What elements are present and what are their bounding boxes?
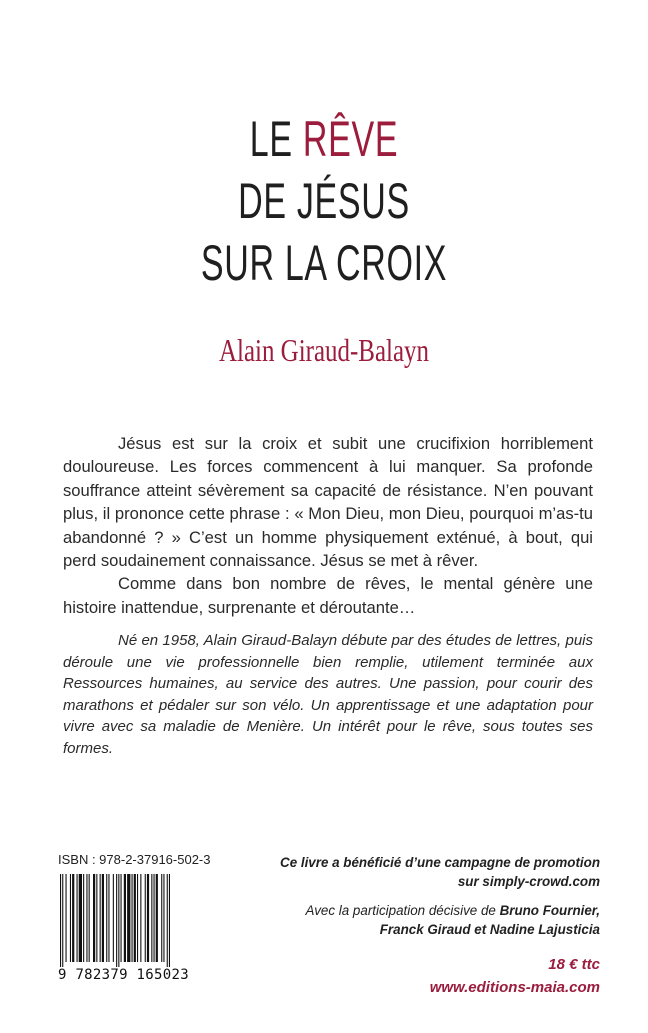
title-prefix: LE: [249, 111, 303, 167]
barcode-bar: [116, 874, 117, 969]
barcode-bar: [72, 874, 74, 962]
partners-intro: Avec la participation décisive de: [305, 903, 500, 918]
price: 18 € ttc: [548, 956, 600, 973]
barcode-bar: [93, 874, 95, 962]
barcode-bar: [167, 874, 168, 969]
barcode-bar: [147, 874, 149, 962]
partners-names-2: Franck Giraud et Nadine Lajusticia: [379, 922, 600, 937]
barcode-bar: [156, 874, 158, 962]
barcode-bar: [106, 874, 107, 962]
title-accent-word: RÊVE: [302, 111, 399, 167]
barcode-bar: [96, 874, 97, 962]
barcode-bar: [169, 874, 170, 969]
barcode-digits: 9 782379 165023: [58, 967, 198, 983]
barcode-bars: [58, 874, 196, 969]
synopsis-paragraph-2: Comme dans bon nombre de rêves, le mental génère une histoire inattendue, surprenante et déroutante…: [63, 574, 593, 617]
barcode-bar: [70, 874, 71, 962]
promo-line-1: Ce livre a bénéficié d’une campagne de promotion: [280, 855, 600, 870]
barcode-bar: [83, 874, 84, 962]
barcode-bar: [163, 874, 164, 962]
barcode-bar: [100, 874, 101, 962]
barcode-bar: [134, 874, 136, 962]
author-name: Alain Giraud-Balayn: [218, 332, 430, 368]
barcode-bar: [86, 874, 87, 962]
title-line-2: DE JÉSUS: [238, 173, 410, 229]
barcode-bar: [79, 874, 82, 962]
barcode-bar: [154, 874, 155, 962]
barcode-bar: [62, 874, 63, 969]
barcode-bar: [113, 874, 114, 962]
synopsis-paragraph-1: Jésus est sur la croix et subit une crucifixion horriblement douloureuse. Les forces commencent à lui manquer. Sa profonde souffrance atteint sévèrement sa capacité de résistance. N’en pouvant plus, il prononce cette phrase : « Mon Dieu, mon Dieu, pourquoi m’as-tu abandonné ? » C’est un homme physiquement exténué, à bout, qui perd soudainement connaissance. Jésus se met à rêver.: [63, 434, 593, 571]
barcode-bar: [118, 874, 119, 969]
partners-name-1: Bruno Fournier,: [499, 903, 600, 918]
barcode-bar: [121, 874, 122, 962]
book-title: [0, 108, 648, 294]
barcode-bar: [66, 874, 67, 962]
author-bio: [63, 630, 593, 759]
title-line-1: [104, 108, 545, 170]
barcode-bar: [161, 874, 162, 962]
barcode-bar: [124, 874, 126, 962]
publisher-info: [270, 853, 600, 997]
barcode-bar: [89, 874, 90, 962]
barcode-bar: [145, 874, 146, 962]
promo-line-2: sur simply-crowd.com: [457, 874, 600, 889]
isbn-label: ISBN : 978-2-37916-502-3: [58, 852, 211, 867]
barcode-bar: [127, 874, 130, 962]
barcode-bar: [151, 874, 152, 962]
barcode-bar: [140, 874, 141, 962]
barcode-bar: [60, 874, 61, 969]
partners-text: [270, 901, 600, 939]
barcode-bar: [77, 874, 78, 962]
title-line-3: SUR LA CROIX: [200, 235, 448, 291]
barcode-bar: [108, 874, 109, 962]
synopsis: [63, 432, 593, 619]
barcode-bar: [132, 874, 133, 962]
barcode-bar: [137, 874, 138, 962]
publisher-website: www.editions-maia.com: [429, 979, 600, 996]
barcode-bar: [102, 874, 104, 962]
author-bio-text: Né en 1958, Alain Giraud-Balayn débute par des études de lettres, puis déroule une vie professionnelle bien remplie, utilement terminée aux Ressources humaines, au service des autres. Une passion, pour courir des marathons et pédaler sur son vélo. Un apprentissage et une adaptation pour vivre avec sa maladie de Menière. Un intérêt pour le rêve, sous toutes ses formes.: [63, 632, 593, 757]
